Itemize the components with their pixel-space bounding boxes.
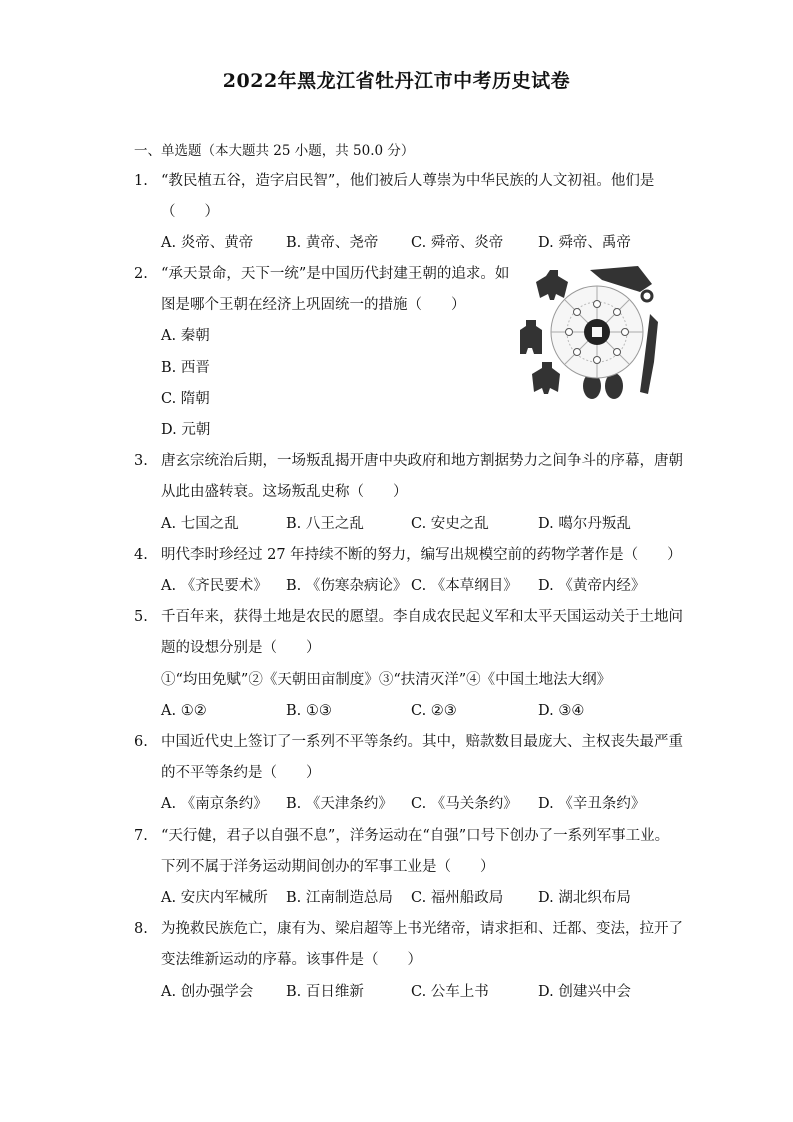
option: D. 湖北织布局	[538, 890, 631, 906]
question-number: 4.	[134, 547, 148, 563]
option: D. ③④	[538, 703, 585, 719]
option: C. 福州船政局	[411, 890, 504, 906]
option: D. 《黄帝内经》	[538, 578, 646, 594]
page-title: 2022年黑龙江省牡丹江市中考历史试卷	[222, 70, 571, 92]
question-text: 题的设想分别是（ ）	[161, 640, 321, 656]
option: A. 秦朝	[161, 328, 210, 344]
option: D. 元朝	[161, 422, 211, 438]
question-text: 变法维新运动的序幕。该事件是（ ）	[161, 952, 422, 968]
question-text: 从此由盛转衰。这场叛乱史称（ ）	[161, 484, 408, 500]
question-text: 唐玄宗统治后期，一场叛乱揭开唐中央政府和地方割据势力之间争斗的序幕，唐朝	[161, 453, 683, 469]
option: C. ②③	[411, 703, 457, 719]
option: C. 舜帝、炎帝	[411, 235, 504, 251]
option: B. 百日维新	[286, 984, 364, 1000]
option: C. 安史之乱	[411, 516, 489, 532]
option: A. 七国之乱	[161, 516, 239, 532]
option: C. 《马关条约》	[411, 796, 518, 812]
spade-coin-icon	[536, 270, 568, 300]
option: B. 《伤寒杂病论》	[286, 578, 408, 594]
option: B. 《天津条约》	[286, 796, 393, 812]
option: B. ①③	[286, 703, 332, 719]
option: A. 《齐民要术》	[161, 578, 268, 594]
question-number: 1.	[134, 173, 148, 189]
option: D. 《辛丑条约》	[538, 796, 646, 812]
option: A. 炎帝、黄帝	[161, 235, 254, 251]
question-text: 的不平等条约是（ ）	[161, 765, 321, 781]
option: A. 创办强学会	[161, 984, 254, 1000]
option: A. ①②	[161, 703, 207, 719]
option: C. 公车上书	[411, 984, 489, 1000]
question-text: “教民植五谷，造字启民智”，他们被后人尊崇为中华民族的人文初祖。他们是	[161, 173, 655, 189]
option: A. 安庆内军械所	[161, 890, 268, 906]
question-text: 下列不属于洋务运动期间创办的军事工业是（ ）	[161, 859, 495, 875]
option: B. 八王之乱	[286, 516, 364, 532]
question-text: （ ）	[161, 204, 219, 220]
question-text: 明代李时珍经过 27 年持续不断的努力，编写出规模空前的药物学著作是（ ）	[161, 547, 682, 563]
question-text: 千百年来，获得土地是农民的愿望。李自成农民起义军和太平天国运动关于土地问	[161, 609, 683, 625]
question-number: 5.	[134, 609, 148, 625]
option: B. 黄帝、尧帝	[286, 235, 379, 251]
question-number: 3.	[134, 453, 148, 469]
question-text: “天行健，君子以自强不息”，洋务运动在“自强”口号下创办了一系列军事工业。	[161, 828, 670, 844]
option: D. 舜帝、禹帝	[538, 235, 631, 251]
question-text: “承天景命，天下一统”是中国历代封建王朝的追求。如	[161, 266, 510, 282]
question-text: 中国近代史上签订了一系列不平等条约。其中，赔款数目最庞大、主权丧失最严重	[161, 734, 683, 750]
section-heading: 一、单选题（本大题共 25 小题，共 50.0 分）	[134, 143, 415, 159]
option: D. 噶尔丹叛乱	[538, 516, 631, 532]
question-number: 6.	[134, 734, 148, 750]
question-text: ①“均田免赋”②《天朝田亩制度》③“扶清灭洋”④《中国土地法大纲》	[161, 672, 612, 688]
option: C. 《本草纲目》	[411, 578, 518, 594]
question-text: 为挽救民族危亡，康有为、梁启超等上书光绪帝，请求拒和、迁都、变法，拉开了	[161, 921, 683, 937]
question-number: 8.	[134, 921, 148, 937]
option: D. 创建兴中会	[538, 984, 631, 1000]
coin-diagram-image	[520, 262, 662, 410]
question-number: 7.	[134, 828, 148, 844]
option: C. 隋朝	[161, 391, 210, 407]
question-text: 图是哪个王朝在经济上巩固统一的措施（ ）	[161, 297, 466, 313]
option: B. 江南制造总局	[286, 890, 393, 906]
option: B. 西晋	[161, 360, 210, 376]
question-number: 2.	[134, 266, 148, 282]
option: A. 《南京条约》	[161, 796, 268, 812]
coin-diagram-figure	[520, 262, 662, 410]
